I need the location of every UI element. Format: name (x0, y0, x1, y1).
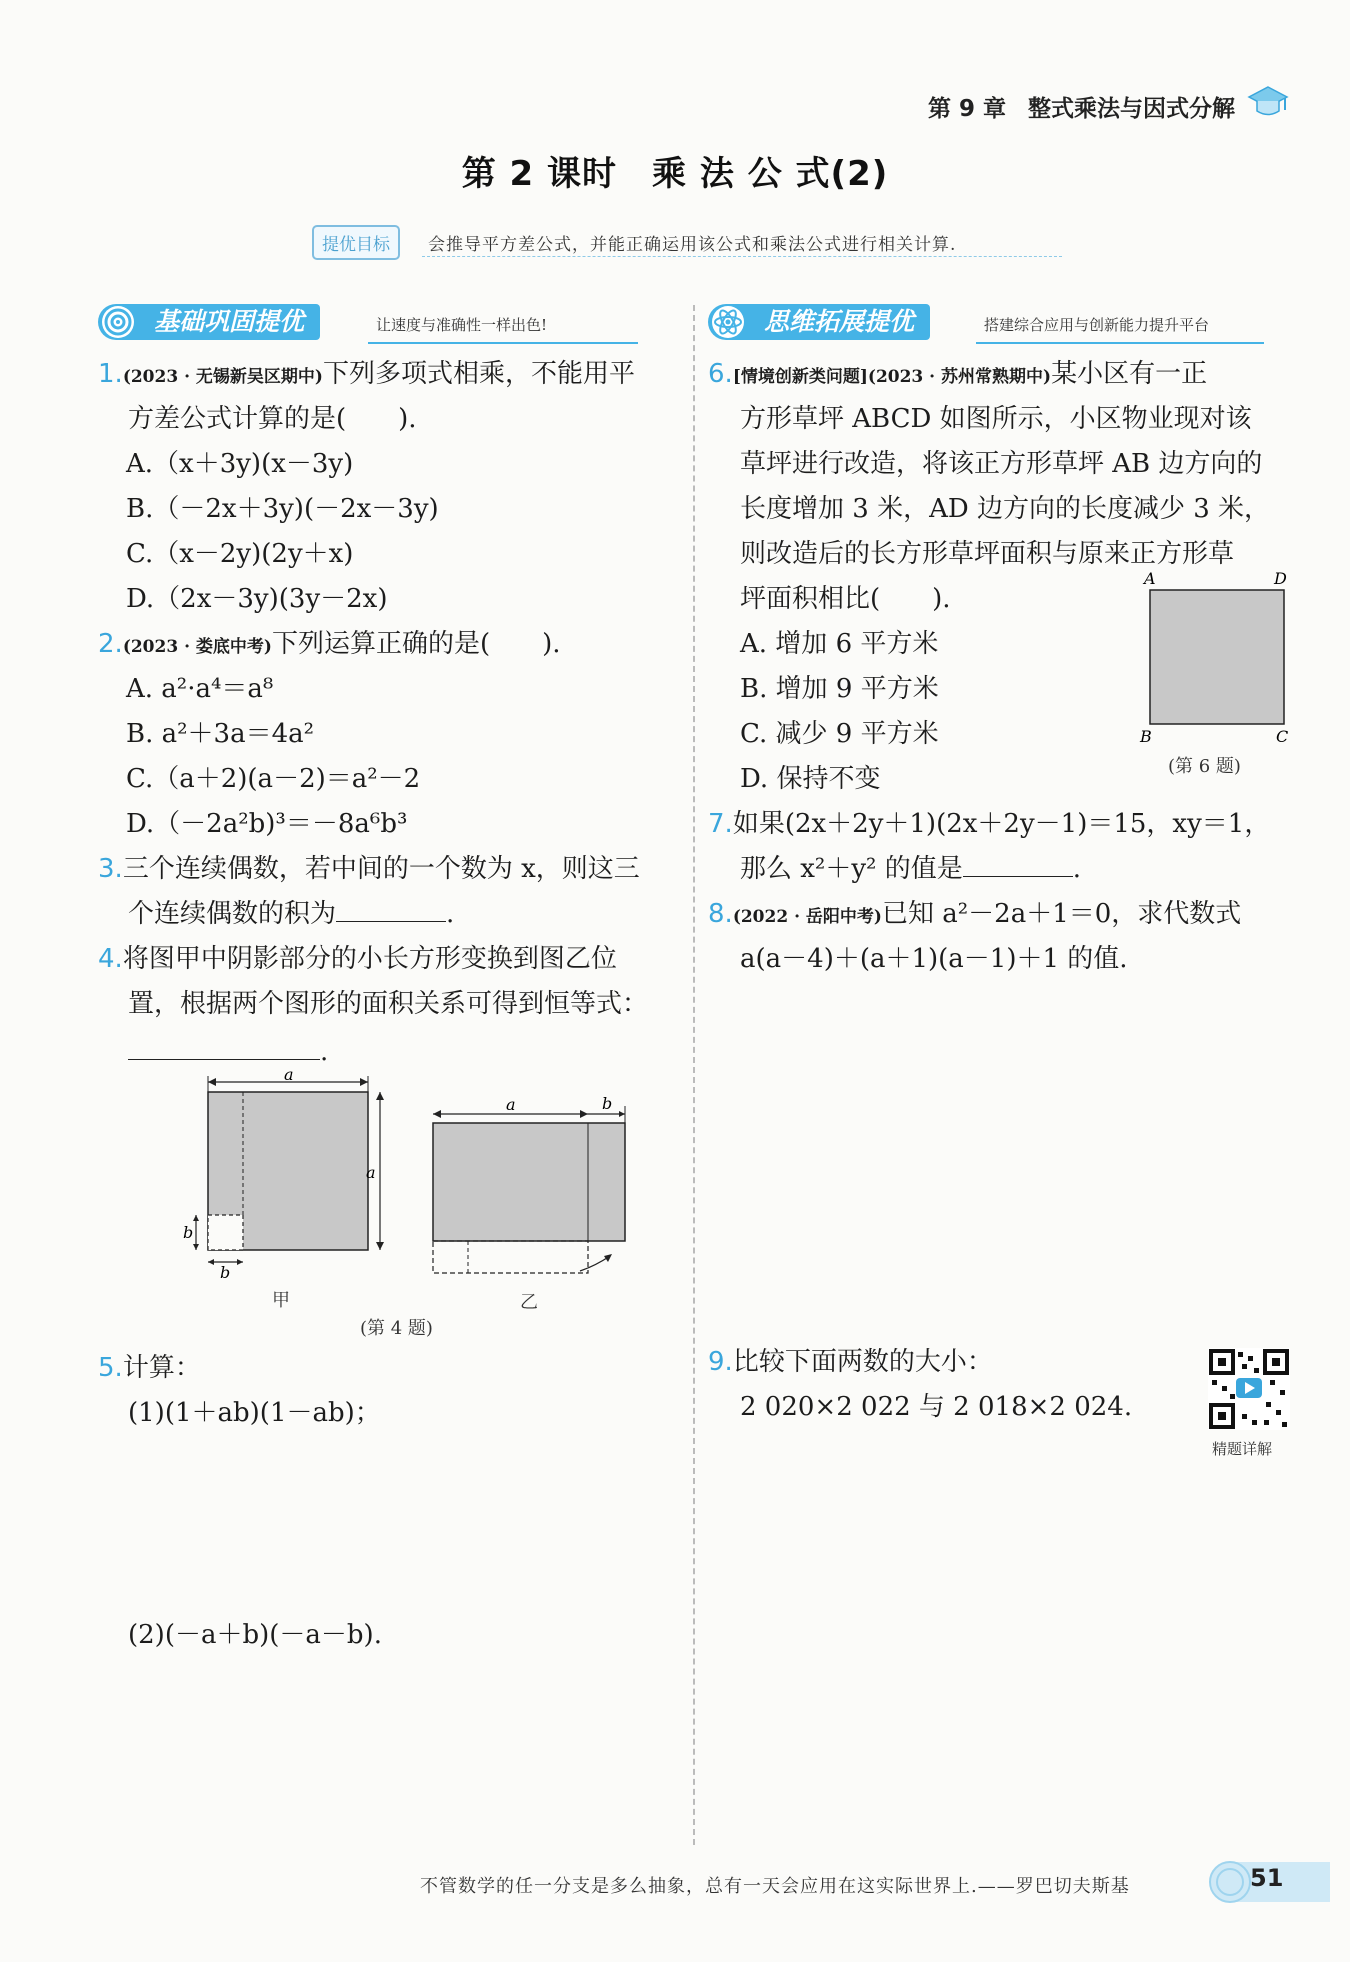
question-6-line2: 方形草坪 ABCD 如图所示，小区物业现对该 (740, 404, 1252, 434)
question-3-line2 (128, 892, 454, 937)
question-number: 8. (708, 899, 733, 929)
answer-blank[interactable] (963, 876, 1073, 877)
question-stem: 如果(2x＋2y＋1)(2x＋2y－1)＝15，xy＝1， (732, 809, 1271, 839)
question-2-option-b[interactable]: B. a²＋3a＝4a² (126, 719, 315, 749)
section-advanced-header (708, 304, 1268, 344)
question-number: 6. (708, 359, 733, 389)
question-6-option-b[interactable]: B. 增加 9 平方米 (740, 674, 939, 704)
section-basic-title (98, 304, 320, 340)
question-1-option-d[interactable]: D.（2x－3y)(3y－2x) (126, 584, 388, 614)
section-advanced-label: 思维拓展提优 (764, 307, 915, 336)
section-basic-label: 基础巩固提优 (154, 307, 305, 336)
goal-text: 会推导平方差公式，并能正确运用该公式和乘法公式进行相关计算. (428, 235, 957, 255)
question-source: (2023 · 无锡新吴区期中) (122, 367, 323, 387)
question-4-line1 (98, 937, 617, 982)
qr-code-icon[interactable] (1208, 1348, 1290, 1430)
vertex-c-label: C (1276, 727, 1289, 746)
question-source: [情境创新类问题](2023 · 苏州常熟期中) (732, 367, 1052, 387)
question-number: 4. (98, 944, 123, 974)
answer-blank[interactable] (128, 1059, 320, 1060)
question-2-option-d[interactable]: D.（－2a²b)³＝－8a⁶b³ (126, 809, 408, 839)
vertex-b-label: B (1140, 727, 1152, 746)
question-stem: 下列运算正确的是( ). (271, 629, 561, 659)
figure-jia-label-a-side: a (366, 1163, 376, 1182)
question-number: 2. (98, 629, 123, 659)
question-number: 3. (98, 854, 123, 884)
question-stem: 计算： (122, 1353, 201, 1383)
question-stem: 将图甲中阴影部分的小长方形变换到图乙位 (122, 944, 617, 974)
figure-jia-cutout (208, 1215, 243, 1250)
graduation-cap-icon (1247, 84, 1289, 120)
question-1-option-c[interactable]: C.（x－2y)(2y＋x) (126, 539, 354, 569)
question-3-line1 (98, 847, 640, 892)
figure-yi-removed-strip (433, 1241, 588, 1273)
figure-jia-label-b-bottom: b (220, 1263, 231, 1280)
question-6-option-a[interactable]: A. 增加 6 平方米 (740, 629, 939, 659)
question-1-line2: 方差公式计算的是( ). (128, 404, 417, 434)
section-basic-rule (368, 342, 638, 344)
question-stem: 下列多项式相乘，不能用平 (322, 359, 635, 389)
question-stem-end: . (446, 899, 455, 929)
question-stem: 比较下面两数的大小： (732, 1347, 993, 1377)
question-5-part-1: (1)(1＋ab)(1－ab)； (128, 1398, 381, 1428)
figure-yi-label-a: a (506, 1096, 516, 1114)
question-number: 5. (98, 1353, 123, 1383)
goal-bar (312, 222, 1072, 260)
question-6-option-c[interactable]: C. 减少 9 平方米 (740, 719, 939, 749)
question-2-option-a[interactable]: A. a²·a⁴＝a⁸ (126, 674, 274, 704)
question-1-option-b[interactable]: B.（－2x＋3y)(－2x－3y) (126, 494, 439, 524)
question-stem: 某小区有一正 (1051, 359, 1208, 389)
question-stem: 那么 x²＋y² 的值是 (740, 854, 963, 884)
figure-jia (180, 1070, 390, 1280)
goal-tag: 提优目标 (312, 225, 400, 260)
figure-jia-label-b-side: b (183, 1223, 194, 1242)
question-number: 9. (708, 1347, 733, 1377)
question-1-option-a[interactable]: A.（x＋3y)(x－3y) (126, 449, 354, 479)
vertex-d-label: D (1274, 570, 1287, 588)
column-divider (693, 305, 695, 1845)
target-icon (102, 306, 134, 338)
square-abcd (1150, 590, 1284, 724)
question-source: (2023 · 娄底中考) (122, 637, 272, 657)
answer-blank[interactable] (336, 921, 446, 922)
qr-caption: 精题详解 (1212, 1440, 1273, 1458)
question-stem-end: . (320, 1037, 329, 1067)
question-2-line1 (98, 622, 561, 670)
figure-yi-caption: 乙 (520, 1292, 538, 1313)
goal-underline (422, 256, 1062, 257)
page-swirl-icon (1206, 1858, 1254, 1906)
section-basic-subtitle: 让速度与准确性一样出色! (376, 316, 548, 334)
question-8-line1 (708, 892, 1241, 940)
question-stem: 三个连续偶数，若中间的一个数为 x，则这三 (122, 854, 640, 884)
vertex-a-label: A (1144, 570, 1156, 588)
figure-yi (420, 1096, 640, 1281)
question-7-line1 (708, 802, 1270, 847)
question-6-line1 (708, 352, 1207, 400)
page-number: 51 (1250, 1864, 1284, 1892)
question-stem: 已知 a²－2a＋1＝0，求代数式 (881, 899, 1242, 929)
chapter-number: 第 9 章 (928, 96, 1007, 122)
lesson-title: 第 2 课时 乘 法 公 式(2) (461, 154, 889, 194)
question-number: 7. (708, 809, 733, 839)
question-stem: 个连续偶数的积为 (128, 899, 337, 929)
figure-square-abcd (1138, 570, 1300, 748)
question-6-line6: 坪面积相比( ). (740, 584, 951, 614)
question-9-line2: 2 020×2 022 与 2 018×2 024. (740, 1392, 1133, 1422)
question-4-line2: 置，根据两个图形的面积关系可得到恒等式： (128, 989, 649, 1019)
question-source: (2022 · 岳阳中考) (732, 907, 882, 927)
question-6-line5: 则改造后的长方形草坪面积与原来正方形草 (740, 539, 1235, 569)
section-advanced-rule (976, 342, 1264, 344)
question-7-line2 (740, 847, 1081, 892)
chapter-header (928, 90, 1235, 123)
question-6-line3: 草坪进行改造，将该正方形草坪 AB 边方向的 (740, 449, 1263, 479)
figure-yi-label-b: b (602, 1096, 613, 1113)
question-2-option-c[interactable]: C.（a＋2)(a－2)＝a²－2 (126, 764, 421, 794)
section-advanced-subtitle: 搭建综合应用与创新能力提升平台 (984, 316, 1210, 334)
question-stem-end: . (1072, 854, 1081, 884)
footer-quote: 不管数学的任一分支是多么抽象，总有一天会应用在这实际世界上.——罗巴切夫斯基 (420, 1876, 1130, 1897)
question-5-line1 (98, 1346, 201, 1391)
chapter-title: 整式乘法与因式分解 (1028, 96, 1236, 122)
question-6-option-d[interactable]: D. 保持不变 (740, 764, 881, 794)
question-number: 1. (98, 359, 123, 389)
section-advanced-title (708, 304, 930, 340)
question-1-line1 (98, 352, 635, 400)
atom-icon (712, 306, 744, 338)
figure-6-caption: (第 6 题) (1168, 756, 1241, 777)
question-8-line2: a(a－4)＋(a＋1)(a－1)＋1 的值. (740, 944, 1128, 974)
figure-jia-label-a-top: a (284, 1070, 294, 1084)
question-4-line3 (128, 1030, 328, 1075)
question-5-part-2: (2)(－a＋b)(－a－b). (128, 1620, 382, 1650)
figure-4-caption: (第 4 题) (360, 1318, 433, 1339)
question-9-line1 (708, 1340, 993, 1385)
figure-yi-rectangle (433, 1123, 625, 1241)
section-basic-header (98, 304, 643, 344)
question-6-line4: 长度增加 3 米，AD 边方向的长度减少 3 米， (740, 494, 1271, 524)
figure-jia-caption: 甲 (272, 1290, 290, 1311)
